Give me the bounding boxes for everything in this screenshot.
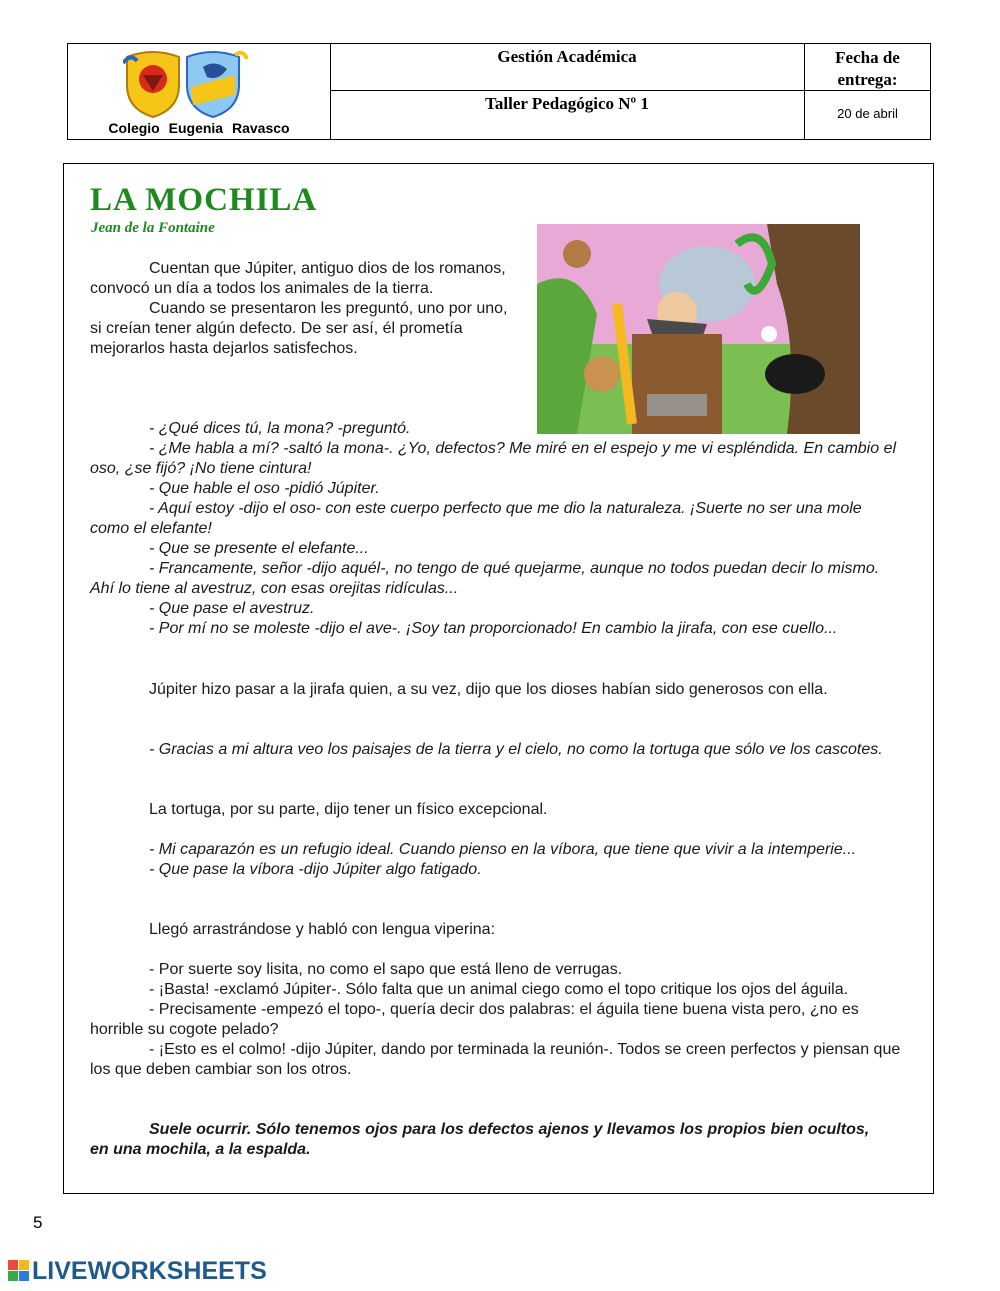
- giraffe-intro: Júpiter hizo pasar a la jirafa quien, a su vez, dijo que los dioses habían sido generosos con ella.: [149, 681, 828, 698]
- intro-block: [90, 259, 510, 359]
- delivery-date-cell: [805, 44, 930, 139]
- page-number: 5: [33, 1213, 43, 1232]
- dialogue-block-1: [90, 419, 902, 639]
- turtle-intro: La tortuga, por su parte, dijo tener un físico excepcional.: [149, 801, 548, 818]
- dialogue-line: - Que pase la víbora -dijo Júpiter algo fatigado.: [149, 861, 482, 878]
- jupiter-animals-illustration: [537, 224, 860, 434]
- delivery-date-value: 20 de abril: [837, 106, 898, 121]
- story-author: Jean de la Fontaine: [91, 220, 215, 236]
- dialogue-line: - Francamente, señor -dijo aquél-, no tengo de qué quejarme, aunque no todos puedan decir lo mismo. Ahí lo tiene al avestruz, con esas orejitas ridículas...: [90, 560, 880, 597]
- story-title: LA MOCHILA: [90, 182, 318, 218]
- liveworksheets-logo-icon: [8, 1260, 30, 1282]
- dialogue-line: - Que se presente el elefante...: [149, 540, 369, 557]
- giraffe-speech: - Gracias a mi altura veo los paisajes de la tierra y el cielo, no como la tortuga que sólo ve los cascotes.: [149, 741, 883, 758]
- dialogue-line: - ¿Me habla a mí? -saltó la mona-. ¿Yo, defectos? Me miré en el espejo y me vi espléndida. En cambio el oso, ¿se fijó? ¡No tiene cintura!: [90, 440, 897, 477]
- dialogue-line: - Que hable el oso -pidió Júpiter.: [149, 480, 380, 497]
- dialogue-line: - Que pase el avestruz.: [149, 600, 315, 617]
- dialogue-line: - Mi caparazón es un refugio ideal. Cuando pienso en la víbora, que tiene que vivir a la intemperie...: [149, 841, 857, 858]
- dialogue-line: - ¡Basta! -exclamó Júpiter-. Sólo falta que un animal ciego como el topo critique los ojos del águila.: [149, 981, 849, 998]
- story-moral: Suele ocurrir. Sólo tenemos ojos para los defectos ajenos y llevamos los propios bien ocultos, en una mochila, a la espalda.: [90, 1121, 870, 1158]
- liveworksheets-brand[interactable]: LIVEWORKSHEETS: [32, 1257, 267, 1285]
- dialogue-line: - Aquí estoy -dijo el oso- con este cuerpo perfecto que me dio la naturaleza. ¡Suerte no ser una mole como el elefante!: [90, 500, 862, 537]
- turtle-speech-block: [90, 840, 902, 880]
- viper-intro: Llegó arrastrándose y habló con lengua viperina:: [149, 921, 496, 938]
- workshop-label: Taller Pedagógico Nº 1: [485, 94, 649, 113]
- logo-cell: [68, 44, 331, 139]
- intro-paragraph: Cuentan que Júpiter, antiguo dios de los romanos, convocó un día a todos los animales de la tierra.: [90, 260, 506, 297]
- school-crest-icon: [123, 47, 248, 119]
- intro-paragraph: Cuando se presentaron les preguntó, uno por uno, si creían tener algún defecto. De ser así, él prometía mejorarlos hasta dejarlos satisfechos.: [90, 300, 508, 357]
- dialogue-line: - Precisamente -empezó el topo-, quería decir dos palabras: el águila tiene buena vista pero, ¿no es horrible su cogote pelado?: [90, 1001, 859, 1038]
- delivery-divider: [805, 90, 930, 91]
- delivery-date-label: Fecha de entrega:: [835, 48, 900, 89]
- story-frame: [63, 163, 934, 1194]
- dialogue-line: - Por mí no se moleste -dijo el ave-. ¡Soy tan proporcionado! En cambio la jirafa, con ese cuello...: [149, 620, 838, 637]
- management-label: Gestión Académica: [330, 44, 804, 91]
- dialogue-line: - Por suerte soy lisita, no como el sapo que está lleno de verrugas.: [149, 961, 623, 978]
- ending-block: [90, 960, 902, 1080]
- dialogue-line: - ¡Esto es el colmo! -dijo Júpiter, dando por terminada la reunión-. Todos se creen perfectos y piensan que los que deben cambiar son los otros.: [90, 1041, 901, 1078]
- dialogue-line: - ¿Qué dices tú, la mona? -preguntó.: [149, 420, 411, 437]
- workshop-info-cell: [330, 44, 805, 139]
- school-name: Colegio Eugenia Ravasco: [108, 120, 290, 136]
- header-table: [67, 43, 931, 140]
